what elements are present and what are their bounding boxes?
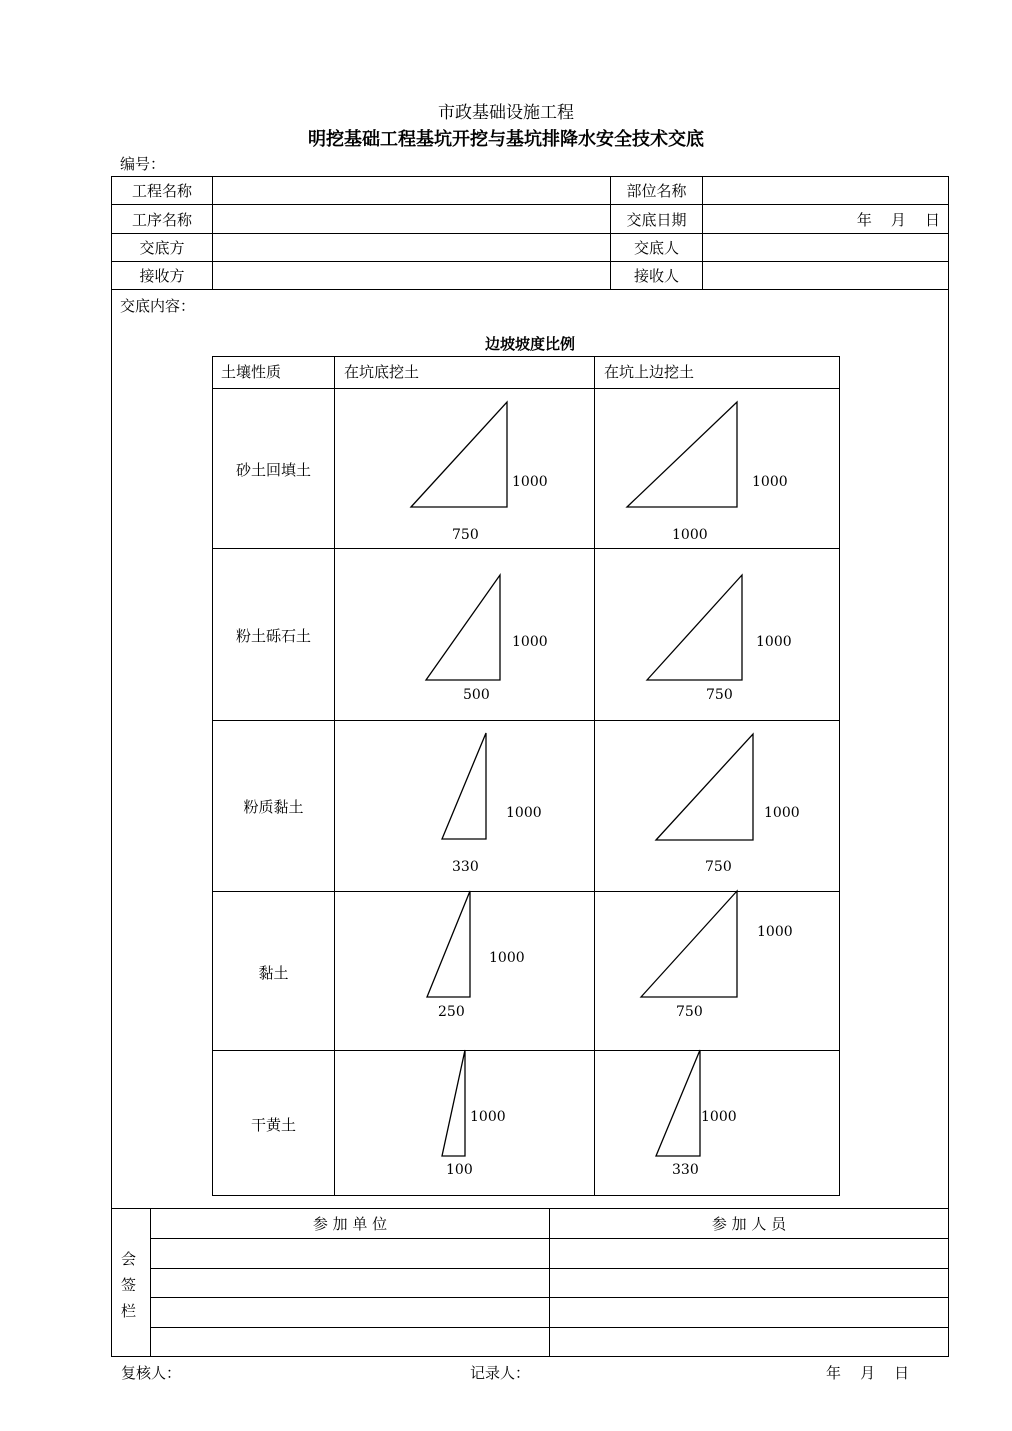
signoff-side-label: 会 [121,1250,137,1268]
height-label: 1000 [764,805,800,821]
height-label: 1000 [757,924,793,940]
signoff-col-unit: 参 加 单 位 [312,1215,388,1233]
soil-type: 黏土 [258,964,289,982]
slope-triangle [442,733,486,839]
soil-type: 粉质黏土 [243,798,304,816]
page-title: 明挖基础工程基坑开挖与基坑排降水安全技术交底 [308,129,704,150]
slope-triangle [411,402,507,507]
date-label: 交底日期 [626,210,687,229]
width-label: 500 [463,687,490,703]
discloser-label: 交底方 [139,239,185,257]
slope-triangle [442,1050,465,1156]
signoff-unit-field[interactable] [151,1298,549,1327]
soil-type: 干黄土 [250,1116,296,1134]
soil-type: 砂土回填土 [235,461,311,479]
slope-table-title: 边坡坡度比例 [484,335,575,353]
width-label: 750 [706,687,733,703]
slope-triangle [426,575,500,680]
height-label: 1000 [756,634,792,650]
signoff-unit-field[interactable] [151,1269,549,1297]
height-label: 1000 [512,634,548,650]
height-label: 1000 [489,950,525,966]
slope-triangle [627,402,737,507]
width-label: 750 [676,1004,703,1020]
width-label: 330 [672,1162,699,1178]
signoff-person-field[interactable] [550,1298,948,1327]
header-soil: 土壤性质 [221,363,282,381]
part-name-label: 部位名称 [626,182,687,200]
date-field[interactable]: 年 月 日 [856,210,940,229]
signoff-side-label: 签 [121,1276,137,1294]
slope-triangle [427,891,470,997]
signoff-person-field[interactable] [550,1239,948,1268]
receiver-person-label: 接收人 [633,267,679,285]
slope-triangle [656,734,753,840]
signoff-side-label: 栏 [121,1302,137,1320]
signoff-person-field[interactable] [550,1269,948,1297]
signoff-person-field[interactable] [550,1328,948,1356]
width-label: 750 [452,527,479,543]
height-label: 1000 [512,474,548,490]
height-label: 1000 [470,1109,506,1125]
page-subtitle: 市政基础设施工程 [438,103,574,123]
header-bottom-dig: 在坑底挖土 [344,363,420,381]
width-label: 1000 [672,527,708,543]
height-label: 1000 [506,805,542,821]
reviewer-label: 复核人： [121,1364,182,1382]
width-label: 100 [446,1162,473,1178]
signoff-unit-field[interactable] [151,1328,549,1356]
width-label: 250 [438,1004,465,1020]
slope-triangle [647,575,742,680]
height-label: 1000 [752,474,788,490]
receiver-label: 接收方 [139,267,185,285]
code-label: 编号： [120,155,166,173]
signoff-unit-field[interactable] [151,1239,549,1268]
signoff-col-person: 参 加 人 员 [711,1215,787,1233]
width-label: 330 [452,859,479,875]
project-name-label: 工程名称 [131,182,192,200]
footer-date: 年 月 日 [826,1364,910,1382]
soil-type: 粉土砾石土 [235,627,311,645]
header-top-dig: 在坑上边挖土 [604,363,695,381]
slope-triangle [656,1050,700,1156]
process-name-label: 工序名称 [131,210,192,229]
width-label: 750 [705,859,732,875]
content-label: 交底内容： [120,297,196,315]
slope-triangle [641,891,737,997]
discloser-person-label: 交底人 [633,239,679,257]
recorder-label: 记录人： [470,1364,531,1382]
height-label: 1000 [701,1109,737,1125]
